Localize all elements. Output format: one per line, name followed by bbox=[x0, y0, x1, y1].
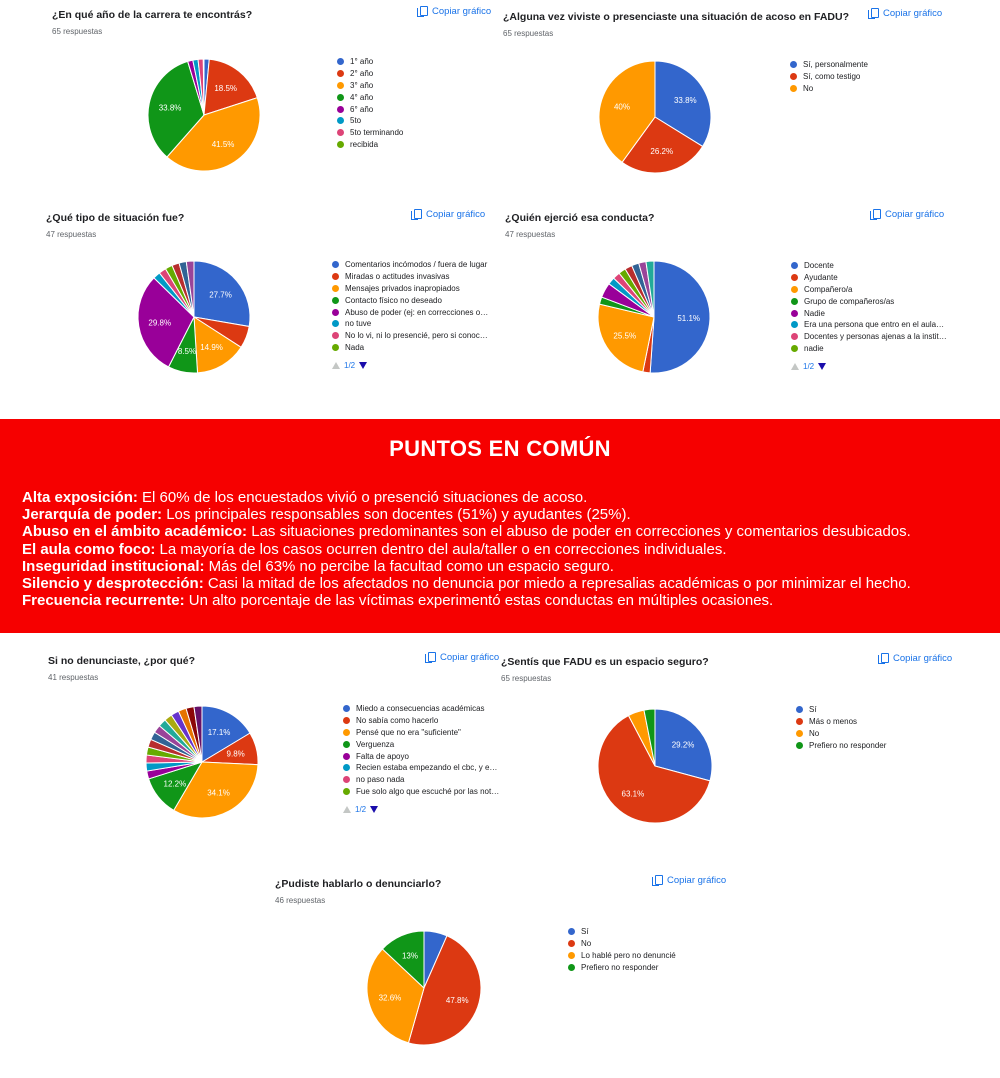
legend-dot-icon bbox=[790, 73, 797, 80]
legend-label: Prefiero no responder bbox=[809, 740, 887, 750]
legend-item[interactable] bbox=[791, 295, 947, 307]
question-title: ¿Qué tipo de situación fue? bbox=[46, 212, 185, 224]
legend-item[interactable] bbox=[568, 938, 676, 950]
legend-dot-icon bbox=[343, 741, 350, 748]
chart-legend bbox=[790, 59, 868, 94]
legend-item[interactable] bbox=[343, 786, 499, 798]
legend-label: Recien estaba empezando el cbc, y e… bbox=[356, 763, 498, 773]
legend-label: Fue solo algo que escuché por las not… bbox=[356, 786, 500, 796]
chart-legend bbox=[796, 704, 886, 751]
copy-chart-button[interactable] bbox=[870, 209, 944, 220]
legend-dot-icon bbox=[796, 706, 803, 713]
legend-label: Docentes y personas ajenas a la instit… bbox=[804, 332, 947, 342]
legend-item[interactable] bbox=[791, 331, 947, 343]
slice-data-label: 12.2% bbox=[163, 779, 187, 789]
legend-label: nadie bbox=[804, 343, 824, 353]
slice-data-label: 9.8% bbox=[226, 749, 245, 759]
page-down-icon[interactable] bbox=[818, 363, 826, 370]
legend-dot-icon bbox=[343, 788, 350, 795]
legend-item[interactable] bbox=[332, 306, 488, 318]
slice-data-label: 63.1% bbox=[621, 789, 645, 799]
copy-icon bbox=[870, 209, 880, 220]
banner-point-label: Abuso en el ámbito académico: bbox=[22, 523, 248, 541]
legend-label: 4° año bbox=[350, 92, 374, 102]
legend-item[interactable] bbox=[343, 750, 499, 762]
legend-item[interactable] bbox=[343, 738, 499, 750]
copy-icon bbox=[878, 653, 888, 664]
legend-label: Miradas o actitudes invasivas bbox=[345, 272, 450, 282]
copy-chart-button[interactable] bbox=[868, 8, 942, 19]
legend-item[interactable] bbox=[568, 961, 676, 973]
slice-data-label: 25.5% bbox=[613, 331, 637, 341]
banner-point-label: Inseguridad institucional: bbox=[22, 557, 205, 575]
page-indicator: 1/2 bbox=[803, 362, 815, 372]
legend-label: No bbox=[803, 83, 814, 93]
slice-data-label: 8.5% bbox=[177, 346, 197, 356]
chart-legend bbox=[343, 703, 499, 814]
banner-point bbox=[22, 489, 911, 506]
legend-item[interactable] bbox=[337, 127, 403, 139]
legend-label: Prefiero no responder bbox=[581, 962, 659, 972]
slice-data-label: 32.6% bbox=[378, 993, 402, 1003]
legend-dot-icon bbox=[791, 333, 798, 340]
legend-item[interactable] bbox=[791, 272, 947, 284]
legend-dot-icon bbox=[796, 718, 803, 725]
question-title: ¿Alguna vez viviste o presenciaste una situación de acoso en FADU? bbox=[503, 11, 850, 23]
slice-data-label: 33.8% bbox=[673, 96, 697, 106]
legend-item[interactable] bbox=[343, 703, 499, 715]
banner-point bbox=[22, 523, 911, 540]
chart-card bbox=[503, 8, 973, 211]
legend-label: 5to bbox=[350, 116, 362, 126]
legend-dot-icon bbox=[343, 753, 350, 760]
legend-dot-icon bbox=[337, 117, 344, 124]
copy-chart-label: Copiar gráfico bbox=[432, 6, 492, 17]
legend-dot-icon bbox=[332, 261, 339, 268]
pie-slice[interactable] bbox=[203, 59, 204, 115]
legend-label: 5to terminando bbox=[350, 128, 404, 138]
legend-item[interactable] bbox=[337, 56, 403, 68]
common-points-banner bbox=[0, 419, 1000, 633]
banner-points bbox=[22, 489, 911, 609]
chart-card bbox=[48, 652, 518, 855]
legend-dot-icon bbox=[791, 286, 798, 293]
copy-chart-button[interactable] bbox=[878, 653, 952, 664]
pie-chart bbox=[146, 57, 262, 173]
legend-item[interactable] bbox=[337, 91, 403, 103]
slice-data-label: 27.7% bbox=[209, 290, 232, 300]
legend-dot-icon bbox=[791, 321, 798, 328]
legend-dot-icon bbox=[790, 61, 797, 68]
page-down-icon[interactable] bbox=[370, 806, 378, 813]
legend-item[interactable] bbox=[332, 318, 488, 330]
legend-label: No bbox=[581, 939, 592, 949]
legend-item[interactable] bbox=[796, 704, 886, 716]
chart-legend bbox=[332, 259, 488, 370]
legend-label: recibida bbox=[350, 139, 379, 149]
legend-item[interactable] bbox=[337, 139, 403, 151]
legend-label: Ayudante bbox=[804, 273, 838, 283]
legend-dot-icon bbox=[332, 309, 339, 316]
legend-dot-icon bbox=[343, 764, 350, 771]
legend-item[interactable] bbox=[337, 115, 403, 127]
legend-label: Verguenza bbox=[356, 739, 395, 749]
legend-label: Sí bbox=[809, 705, 817, 715]
banner-point bbox=[22, 575, 911, 592]
chart-card bbox=[505, 209, 975, 412]
legend-label: Más o menos bbox=[809, 717, 858, 727]
legend-label: no tuve bbox=[345, 319, 372, 329]
slice-data-label: 40% bbox=[613, 102, 630, 112]
banner-point bbox=[22, 592, 911, 609]
legend-item[interactable] bbox=[568, 926, 676, 938]
legend-label: Sí, como testigo bbox=[803, 72, 861, 82]
legend-dot-icon bbox=[337, 94, 344, 101]
legend-dot-icon bbox=[791, 345, 798, 352]
banner-point bbox=[22, 541, 911, 558]
slice-data-label: 17.1% bbox=[207, 727, 231, 737]
banner-point-label: Frecuencia recurrente: bbox=[22, 592, 185, 610]
legend-item[interactable] bbox=[568, 950, 676, 962]
banner-point-text: Más del 63% no percibe la facultad como un espacio seguro. bbox=[204, 557, 614, 575]
copy-icon bbox=[411, 209, 421, 220]
legend-dot-icon bbox=[332, 320, 339, 327]
response-count: 47 respuestas bbox=[46, 230, 97, 239]
banner-point-label: El aula como foco: bbox=[22, 540, 156, 558]
pie-chart bbox=[144, 704, 260, 820]
legend-item[interactable] bbox=[343, 774, 499, 786]
legend-dot-icon bbox=[568, 940, 575, 947]
pie-chart bbox=[365, 929, 483, 1047]
legend-pager bbox=[343, 805, 499, 814]
response-count: 47 respuestas bbox=[505, 230, 556, 239]
legend-label: Mensajes privados inapropiados bbox=[345, 283, 460, 293]
legend-dot-icon bbox=[343, 705, 350, 712]
banner-title: PUNTOS EN COMÚN bbox=[389, 436, 611, 461]
banner-point-text: Un alto porcentaje de las víctimas experimentó estas conductas en múltiples ocasiones. bbox=[184, 592, 774, 610]
slice-data-label: 33.8% bbox=[158, 103, 182, 113]
slice-data-label: 26.2% bbox=[650, 147, 674, 157]
legend-label: Nada bbox=[345, 342, 365, 352]
copy-chart-label: Copiar gráfico bbox=[883, 8, 943, 19]
question-title: ¿Quién ejerció esa conducta? bbox=[505, 212, 655, 224]
banner-point bbox=[22, 558, 911, 575]
legend-dot-icon bbox=[791, 262, 798, 269]
legend-dot-icon bbox=[796, 730, 803, 737]
legend-label: No bbox=[809, 728, 820, 738]
legend-item[interactable] bbox=[796, 716, 886, 728]
legend-item[interactable] bbox=[791, 307, 947, 319]
legend-label: Grupo de compañeros/as bbox=[804, 296, 895, 306]
chart-legend bbox=[337, 56, 403, 150]
legend-label: Era una persona que entro en el aula… bbox=[804, 320, 945, 330]
pie-chart bbox=[136, 259, 252, 375]
legend-pager bbox=[791, 362, 947, 371]
legend-item[interactable] bbox=[796, 728, 886, 740]
copy-chart-label: Copiar gráfico bbox=[885, 209, 945, 220]
question-title: ¿En qué año de la carrera te encontrás? bbox=[52, 9, 253, 21]
question-title: ¿Pudiste hablarlo o denunciarlo? bbox=[275, 878, 442, 890]
copy-chart-label: Copiar gráfico bbox=[440, 652, 500, 663]
legend-dot-icon bbox=[337, 58, 344, 65]
legend-dot-icon bbox=[337, 129, 344, 136]
legend-label: Sí, personalmente bbox=[803, 60, 868, 70]
legend-dot-icon bbox=[568, 928, 575, 935]
copy-chart-label: Copiar gráfico bbox=[667, 875, 727, 886]
legend-item[interactable] bbox=[796, 739, 886, 751]
legend-label: no paso nada bbox=[356, 775, 405, 785]
slice-data-label: 18.5% bbox=[214, 83, 238, 93]
banner-point-text: Las situaciones predominantes son el abuso de poder en correcciones y comentarios desubicados. bbox=[247, 523, 911, 541]
copy-chart-label: Copiar gráfico bbox=[426, 209, 486, 220]
page-indicator: 1/2 bbox=[355, 805, 367, 815]
legend-dot-icon bbox=[337, 82, 344, 89]
pie-chart bbox=[596, 707, 714, 825]
page-up-icon bbox=[332, 362, 340, 369]
legend-dot-icon bbox=[568, 964, 575, 971]
legend-label: No lo vi, ni lo presencié, pero si conoc… bbox=[345, 331, 488, 341]
banner-point-label: Alta exposición: bbox=[22, 489, 138, 506]
legend-label: Contacto físico no deseado bbox=[345, 295, 442, 305]
chart-card bbox=[46, 209, 516, 412]
legend-item[interactable] bbox=[343, 762, 499, 774]
legend-label: Sí bbox=[581, 927, 589, 937]
legend-label: Lo hablé pero no denuncié bbox=[581, 950, 676, 960]
copy-chart-button[interactable] bbox=[652, 875, 726, 886]
legend-dot-icon bbox=[343, 717, 350, 724]
response-count: 65 respuestas bbox=[501, 674, 552, 683]
banner-point-text: El 60% de los encuestados vivió o presenció situaciones de acoso. bbox=[137, 489, 588, 506]
legend-item[interactable] bbox=[791, 260, 947, 272]
chart-card bbox=[501, 653, 971, 856]
copy-chart-button[interactable] bbox=[411, 209, 485, 220]
legend-item[interactable] bbox=[791, 319, 947, 331]
legend-dot-icon bbox=[332, 297, 339, 304]
copy-chart-label: Copiar gráfico bbox=[893, 653, 953, 664]
legend-label: Comentarios incómodos / fuera de lugar bbox=[345, 260, 488, 270]
legend-item[interactable] bbox=[332, 330, 488, 342]
banner-point-label: Jerarquía de poder: bbox=[22, 506, 163, 524]
legend-label: Falta de apoyo bbox=[356, 751, 409, 761]
legend-pager bbox=[332, 361, 488, 370]
slice-data-label: 41.5% bbox=[211, 140, 235, 150]
legend-item[interactable] bbox=[337, 103, 403, 115]
question-title: Si no denunciaste, ¿por qué? bbox=[48, 655, 196, 667]
legend-label: 2° año bbox=[350, 69, 374, 79]
legend-item[interactable] bbox=[791, 284, 947, 296]
legend-dot-icon bbox=[332, 344, 339, 351]
legend-dot-icon bbox=[343, 729, 350, 736]
legend-label: 3° año bbox=[350, 80, 374, 90]
legend-label: Abuso de poder (ej: en correcciones o… bbox=[345, 307, 489, 317]
copy-chart-button[interactable] bbox=[425, 652, 499, 663]
legend-dot-icon bbox=[332, 332, 339, 339]
legend-dot-icon bbox=[790, 85, 797, 92]
legend-item[interactable] bbox=[790, 71, 868, 83]
slice-data-label: 13% bbox=[401, 951, 418, 961]
legend-dot-icon bbox=[337, 70, 344, 77]
chart-legend bbox=[791, 260, 947, 371]
legend-item[interactable] bbox=[790, 59, 868, 71]
legend-dot-icon bbox=[791, 298, 798, 305]
response-count: 65 respuestas bbox=[52, 27, 103, 36]
page-down-icon[interactable] bbox=[359, 362, 367, 369]
slice-data-label: 29.2% bbox=[671, 740, 695, 750]
chart-legend bbox=[568, 926, 676, 973]
legend-label: Compañero/a bbox=[804, 284, 853, 294]
legend-dot-icon bbox=[791, 310, 798, 317]
page-indicator: 1/2 bbox=[344, 361, 356, 371]
response-count: 41 respuestas bbox=[48, 673, 99, 682]
legend-item[interactable] bbox=[337, 68, 403, 80]
banner-point-text: Casi la mitad de los afectados no denuncia por miedo a represalias académicas o por minimizar el hecho. bbox=[203, 575, 911, 593]
banner-point bbox=[22, 506, 911, 523]
slice-data-label: 14.9% bbox=[200, 342, 223, 352]
copy-icon bbox=[425, 652, 435, 663]
legend-dot-icon bbox=[337, 106, 344, 113]
legend-label: 1° año bbox=[350, 57, 374, 67]
slice-data-label: 29.8% bbox=[148, 318, 172, 328]
banner-point-label: Silencio y desprotección: bbox=[22, 575, 204, 593]
slice-data-label: 47.8% bbox=[445, 995, 469, 1005]
legend-item[interactable] bbox=[337, 80, 403, 92]
page-up-icon bbox=[343, 806, 351, 813]
banner-point-text: La mayoría de los casos ocurren dentro del aula/taller o en correcciones individuales. bbox=[155, 540, 727, 558]
pie-chart bbox=[597, 59, 713, 175]
legend-label: Nadie bbox=[804, 308, 825, 318]
legend-item[interactable] bbox=[332, 342, 488, 354]
legend-label: No sabía como hacerlo bbox=[356, 716, 439, 726]
legend-dot-icon bbox=[568, 952, 575, 959]
legend-label: Pensé que no era "suficiente" bbox=[356, 727, 461, 737]
chart-card bbox=[52, 6, 522, 209]
legend-item[interactable] bbox=[332, 271, 488, 283]
copy-chart-button[interactable] bbox=[417, 6, 491, 17]
legend-item[interactable] bbox=[332, 294, 488, 306]
legend-dot-icon bbox=[343, 776, 350, 783]
legend-item[interactable] bbox=[343, 727, 499, 739]
slice-data-label: 51.1% bbox=[677, 314, 701, 324]
chart-card bbox=[275, 875, 745, 1078]
slice-data-label: 34.1% bbox=[207, 788, 230, 798]
legend-label: Miedo a consecuencias académicas bbox=[356, 704, 485, 714]
pie-chart bbox=[596, 259, 712, 375]
legend-item[interactable] bbox=[791, 343, 947, 355]
legend-dot-icon bbox=[332, 273, 339, 280]
banner-point-text: Los principales responsables son docentes (51%) y ayudantes (25%). bbox=[162, 506, 631, 524]
legend-dot-icon bbox=[796, 742, 803, 749]
response-count: 46 respuestas bbox=[275, 896, 326, 905]
copy-icon bbox=[868, 8, 878, 19]
legend-item[interactable] bbox=[343, 715, 499, 727]
legend-label: Docente bbox=[804, 261, 834, 271]
page-up-icon bbox=[791, 363, 799, 370]
question-title: ¿Sentís que FADU es un espacio seguro? bbox=[501, 656, 709, 668]
response-count: 65 respuestas bbox=[503, 29, 554, 38]
legend-dot-icon bbox=[791, 274, 798, 281]
copy-icon bbox=[652, 875, 662, 886]
legend-label: 6° año bbox=[350, 104, 374, 114]
legend-dot-icon bbox=[332, 285, 339, 292]
legend-dot-icon bbox=[337, 141, 344, 148]
copy-icon bbox=[417, 6, 427, 17]
legend-item[interactable] bbox=[332, 259, 488, 271]
legend-item[interactable] bbox=[790, 83, 868, 95]
legend-item[interactable] bbox=[332, 283, 488, 295]
